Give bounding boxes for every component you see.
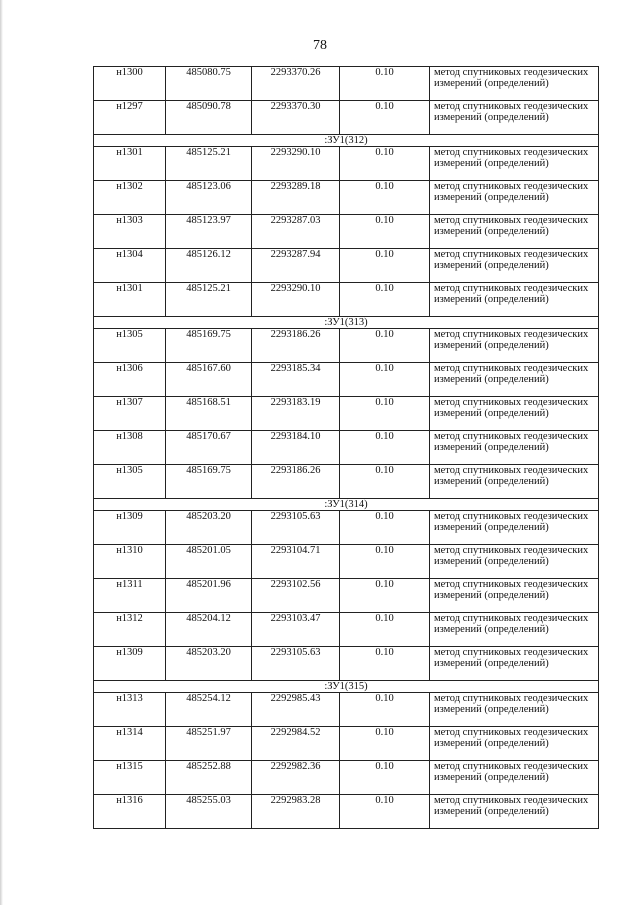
- y-coordinate-cell: 2293102.56: [252, 579, 340, 613]
- accuracy-cell: 0.10: [340, 147, 430, 181]
- page-number: 78: [313, 38, 327, 53]
- section-title: :ЗУ1(315): [94, 681, 599, 693]
- y-coordinate-cell: 2293105.63: [252, 511, 340, 545]
- x-coordinate-cell: 485255.03: [166, 795, 252, 829]
- table-row: [94, 431, 599, 465]
- point-name-cell: н1309: [94, 511, 166, 545]
- y-coordinate-cell: 2292985.43: [252, 693, 340, 727]
- accuracy-cell: 0.10: [340, 329, 430, 363]
- point-name-cell: н1301: [94, 147, 166, 181]
- accuracy-cell: 0.10: [340, 727, 430, 761]
- method-cell: метод спутниковых геодезических измерений (определений): [430, 147, 599, 181]
- y-coordinate-cell: 2293370.26: [252, 67, 340, 101]
- coordinates-table: [93, 66, 599, 829]
- method-cell: метод спутниковых геодезических измерений (определений): [430, 647, 599, 681]
- x-coordinate-cell: 485170.67: [166, 431, 252, 465]
- method-cell: метод спутниковых геодезических измерений (определений): [430, 795, 599, 829]
- section-title: :ЗУ1(314): [94, 499, 599, 511]
- coordinates-table-body: [94, 67, 599, 829]
- accuracy-cell: 0.10: [340, 795, 430, 829]
- table-row: [94, 363, 599, 397]
- point-name-cell: н1305: [94, 329, 166, 363]
- table-row: [94, 181, 599, 215]
- x-coordinate-cell: 485201.96: [166, 579, 252, 613]
- table-row: [94, 101, 599, 135]
- point-name-cell: н1303: [94, 215, 166, 249]
- section-header-row: [94, 135, 599, 147]
- accuracy-cell: 0.10: [340, 465, 430, 499]
- table-row: [94, 727, 599, 761]
- method-cell: метод спутниковых геодезических измерений (определений): [430, 101, 599, 135]
- table-row: [94, 579, 599, 613]
- table-row: [94, 761, 599, 795]
- x-coordinate-cell: 485125.21: [166, 147, 252, 181]
- table-row: [94, 613, 599, 647]
- table-row: [94, 329, 599, 363]
- method-cell: метод спутниковых геодезических измерений (определений): [430, 283, 599, 317]
- accuracy-cell: 0.10: [340, 397, 430, 431]
- x-coordinate-cell: 485251.97: [166, 727, 252, 761]
- method-cell: метод спутниковых геодезических измерений (определений): [430, 545, 599, 579]
- table-row: [94, 283, 599, 317]
- x-coordinate-cell: 485080.75: [166, 67, 252, 101]
- x-coordinate-cell: 485252.88: [166, 761, 252, 795]
- section-title: :ЗУ1(312): [94, 135, 599, 147]
- table-row: [94, 647, 599, 681]
- accuracy-cell: 0.10: [340, 181, 430, 215]
- method-cell: метод спутниковых геодезических измерений (определений): [430, 181, 599, 215]
- y-coordinate-cell: 2293184.10: [252, 431, 340, 465]
- accuracy-cell: 0.10: [340, 67, 430, 101]
- point-name-cell: н1309: [94, 647, 166, 681]
- accuracy-cell: 0.10: [340, 613, 430, 647]
- x-coordinate-cell: 485126.12: [166, 249, 252, 283]
- point-name-cell: н1301: [94, 283, 166, 317]
- y-coordinate-cell: 2293186.26: [252, 329, 340, 363]
- accuracy-cell: 0.10: [340, 511, 430, 545]
- table-row: [94, 397, 599, 431]
- y-coordinate-cell: 2292983.28: [252, 795, 340, 829]
- x-coordinate-cell: 485201.05: [166, 545, 252, 579]
- x-coordinate-cell: 485254.12: [166, 693, 252, 727]
- y-coordinate-cell: 2293185.34: [252, 363, 340, 397]
- accuracy-cell: 0.10: [340, 215, 430, 249]
- accuracy-cell: 0.10: [340, 249, 430, 283]
- point-name-cell: н1308: [94, 431, 166, 465]
- accuracy-cell: 0.10: [340, 761, 430, 795]
- point-name-cell: н1300: [94, 67, 166, 101]
- y-coordinate-cell: 2293287.03: [252, 215, 340, 249]
- x-coordinate-cell: 485169.75: [166, 329, 252, 363]
- point-name-cell: н1311: [94, 579, 166, 613]
- x-coordinate-cell: 485123.06: [166, 181, 252, 215]
- scan-edge: [0, 0, 3, 905]
- method-cell: метод спутниковых геодезических измерений (определений): [430, 511, 599, 545]
- method-cell: метод спутниковых геодезических измерений (определений): [430, 693, 599, 727]
- x-coordinate-cell: 485123.97: [166, 215, 252, 249]
- y-coordinate-cell: 2293370.30: [252, 101, 340, 135]
- y-coordinate-cell: 2293287.94: [252, 249, 340, 283]
- table-row: [94, 795, 599, 829]
- y-coordinate-cell: 2293290.10: [252, 147, 340, 181]
- accuracy-cell: 0.10: [340, 693, 430, 727]
- method-cell: метод спутниковых геодезических измерений (определений): [430, 215, 599, 249]
- section-header-row: [94, 499, 599, 511]
- accuracy-cell: 0.10: [340, 545, 430, 579]
- y-coordinate-cell: 2293290.10: [252, 283, 340, 317]
- x-coordinate-cell: 485203.20: [166, 647, 252, 681]
- accuracy-cell: 0.10: [340, 101, 430, 135]
- method-cell: метод спутниковых геодезических измерений (определений): [430, 727, 599, 761]
- method-cell: метод спутниковых геодезических измерений (определений): [430, 579, 599, 613]
- table-row: [94, 249, 599, 283]
- y-coordinate-cell: 2293105.63: [252, 647, 340, 681]
- point-name-cell: н1315: [94, 761, 166, 795]
- point-name-cell: н1314: [94, 727, 166, 761]
- point-name-cell: н1305: [94, 465, 166, 499]
- point-name-cell: н1312: [94, 613, 166, 647]
- x-coordinate-cell: 485168.51: [166, 397, 252, 431]
- method-cell: метод спутниковых геодезических измерений (определений): [430, 397, 599, 431]
- table-row: [94, 545, 599, 579]
- method-cell: метод спутниковых геодезических измерений (определений): [430, 67, 599, 101]
- section-title: :ЗУ1(313): [94, 317, 599, 329]
- point-name-cell: н1313: [94, 693, 166, 727]
- y-coordinate-cell: 2292982.36: [252, 761, 340, 795]
- section-header-row: [94, 681, 599, 693]
- point-name-cell: н1302: [94, 181, 166, 215]
- x-coordinate-cell: 485090.78: [166, 101, 252, 135]
- point-name-cell: н1310: [94, 545, 166, 579]
- x-coordinate-cell: 485204.12: [166, 613, 252, 647]
- point-name-cell: н1316: [94, 795, 166, 829]
- x-coordinate-cell: 485203.20: [166, 511, 252, 545]
- section-header-row: [94, 317, 599, 329]
- y-coordinate-cell: 2293183.19: [252, 397, 340, 431]
- x-coordinate-cell: 485167.60: [166, 363, 252, 397]
- point-name-cell: н1297: [94, 101, 166, 135]
- table-row: [94, 147, 599, 181]
- table-row: [94, 693, 599, 727]
- table-row: [94, 67, 599, 101]
- accuracy-cell: 0.10: [340, 647, 430, 681]
- method-cell: метод спутниковых геодезических измерений (определений): [430, 329, 599, 363]
- point-name-cell: н1306: [94, 363, 166, 397]
- accuracy-cell: 0.10: [340, 363, 430, 397]
- accuracy-cell: 0.10: [340, 431, 430, 465]
- y-coordinate-cell: 2293186.26: [252, 465, 340, 499]
- y-coordinate-cell: 2293289.18: [252, 181, 340, 215]
- y-coordinate-cell: 2293103.47: [252, 613, 340, 647]
- table-row: [94, 511, 599, 545]
- method-cell: метод спутниковых геодезических измерений (определений): [430, 363, 599, 397]
- x-coordinate-cell: 485125.21: [166, 283, 252, 317]
- table-row: [94, 465, 599, 499]
- method-cell: метод спутниковых геодезических измерений (определений): [430, 431, 599, 465]
- method-cell: метод спутниковых геодезических измерений (определений): [430, 613, 599, 647]
- accuracy-cell: 0.10: [340, 579, 430, 613]
- x-coordinate-cell: 485169.75: [166, 465, 252, 499]
- method-cell: метод спутниковых геодезических измерений (определений): [430, 465, 599, 499]
- accuracy-cell: 0.10: [340, 283, 430, 317]
- method-cell: метод спутниковых геодезических измерений (определений): [430, 249, 599, 283]
- point-name-cell: н1307: [94, 397, 166, 431]
- table-row: [94, 215, 599, 249]
- y-coordinate-cell: 2292984.52: [252, 727, 340, 761]
- point-name-cell: н1304: [94, 249, 166, 283]
- method-cell: метод спутниковых геодезических измерений (определений): [430, 761, 599, 795]
- y-coordinate-cell: 2293104.71: [252, 545, 340, 579]
